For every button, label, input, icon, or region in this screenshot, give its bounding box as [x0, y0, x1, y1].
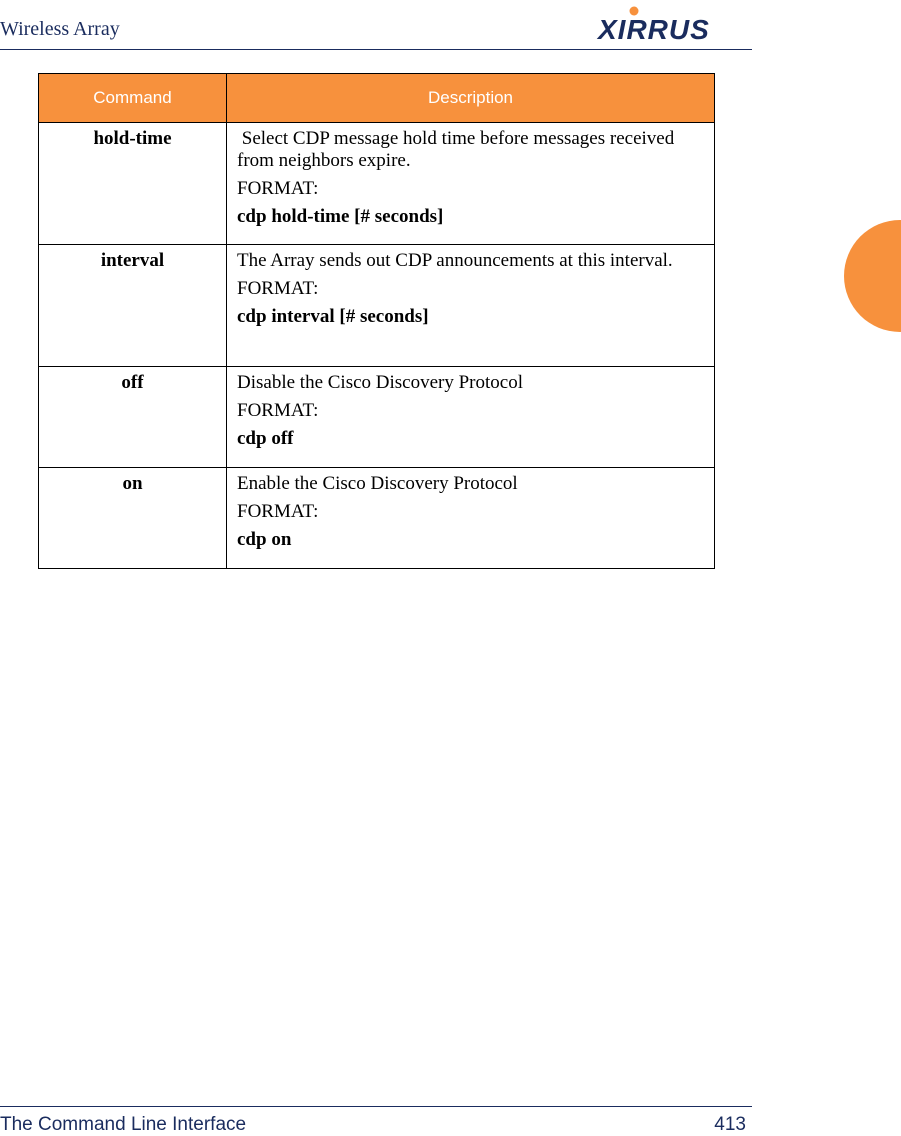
footer-section-title: The Command Line Interface [0, 1114, 247, 1135]
format-code: cdp interval [# seconds] [237, 306, 429, 327]
logo-text: XIRRUS [598, 14, 710, 42]
description-text: The Array sends out CDP announcements at this interval. [237, 250, 673, 271]
description-text: Enable the Cisco Discovery Protocol [237, 473, 518, 494]
format-code: cdp off [237, 428, 294, 449]
table-row [39, 468, 715, 569]
format-code: cdp on [237, 529, 292, 550]
command-name: off [39, 367, 227, 468]
table-header-row [39, 74, 715, 123]
header-title: Wireless Array [0, 18, 120, 40]
format-code: cdp hold-time [# seconds] [237, 206, 444, 227]
xirrus-logo [596, 6, 746, 42]
description-text: Select CDP message hold time before messages received from neighbors expire. [237, 128, 679, 171]
page-number: 413 [714, 1114, 746, 1135]
column-header-command: Command [39, 74, 227, 123]
command-name: on [39, 468, 227, 569]
command-description-cell [227, 468, 715, 569]
format-label: FORMAT: [237, 501, 319, 522]
description-text: Disable the Cisco Discovery Protocol [237, 372, 524, 393]
header-divider [0, 49, 752, 50]
format-label: FORMAT: [237, 178, 319, 199]
table-row [39, 367, 715, 468]
format-label: FORMAT: [237, 400, 319, 421]
table-row [39, 123, 715, 245]
command-description-cell [227, 245, 715, 367]
section-tab-marker [844, 220, 901, 332]
column-header-description: Description [227, 74, 715, 123]
table-row [39, 245, 715, 367]
format-label: FORMAT: [237, 278, 319, 299]
command-name: hold-time [39, 123, 227, 245]
command-description-cell [227, 367, 715, 468]
command-name: interval [39, 245, 227, 367]
footer-divider [0, 1106, 752, 1107]
command-description-cell [227, 123, 715, 245]
command-table [38, 73, 715, 569]
